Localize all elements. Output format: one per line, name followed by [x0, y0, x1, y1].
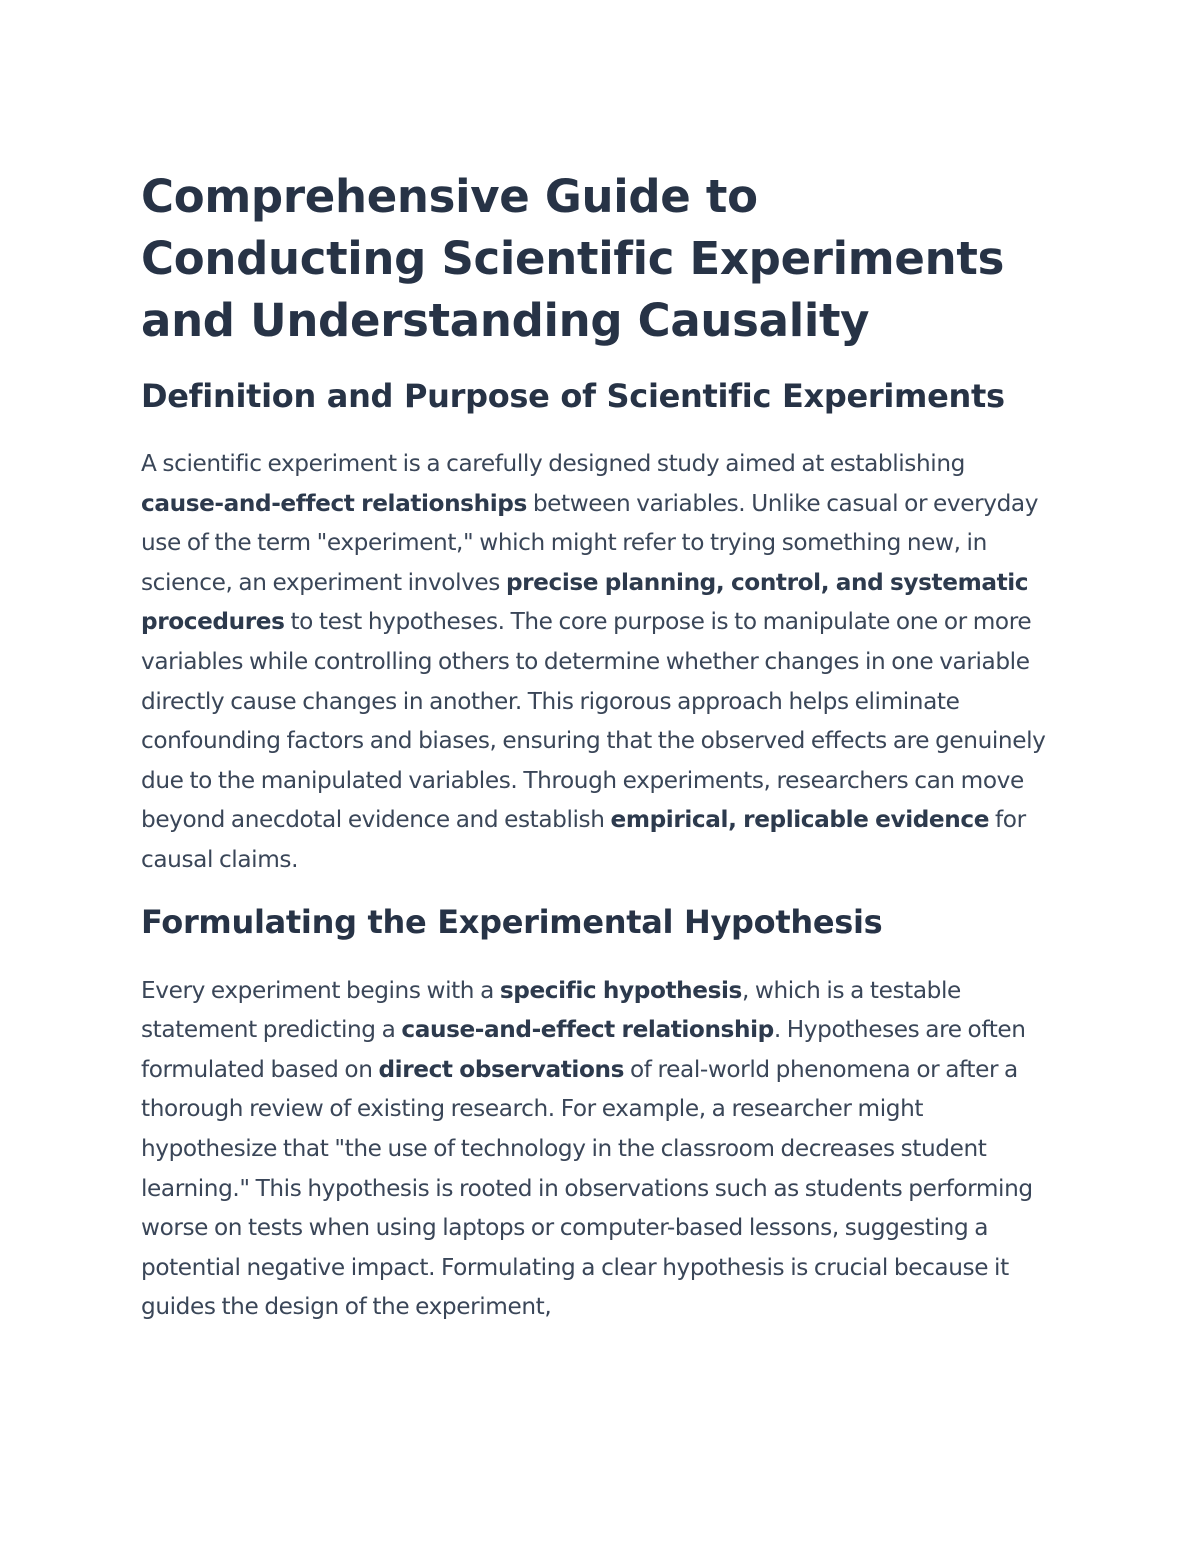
paragraph-text: of real-world phenomena or after a thorough review of existing research. For example, a researcher might hypothesize that "the use of technology in the classroom decreases student learning." This hypothesis is rooted in observations such as students performing worse on tests when using laptops or computer-based lessons, suggesting a potential negative impact. Formulating a clear hypothesis is crucial because it guides the design of the experiment,: [141, 1055, 1033, 1321]
paragraph-text: to test hypotheses. The core purpose is to manipulate one or more variables while controlling others to determine whether changes in one variable directly cause changes in another. This rigorous approach helps eliminate confounding factors and biases, ensuring that the observed effects are genuinely due to the manipulated variables. Through experiments, researchers can move beyond anecdotal evidence and establish: [141, 608, 1046, 834]
document-page: [141, 166, 1053, 1327]
paragraph-text: , which is a testable statement predicting a: [141, 976, 961, 1044]
paragraph-text: for causal claims.: [141, 806, 1026, 873]
section-paragraph-definition: [141, 444, 1053, 880]
document-title: Comprehensive Guide to Conducting Scientific Experiments and Understanding Causality: [141, 170, 1005, 347]
paragraph-text: A scientific experiment is a carefully designed study aimed at establishing: [141, 450, 965, 477]
bold-phrase: cause-and-effect relationship: [401, 1016, 774, 1044]
bold-phrase: specific hypothesis: [499, 976, 742, 1004]
paragraph-text: between variables. Unlike casual or everyday use of the term "experiment," which might refer to trying something new, in science, an experiment involves: [141, 489, 1039, 596]
bold-phrase: empirical, replicable evidence: [610, 806, 990, 834]
paragraph-text: Every experiment begins with a: [141, 976, 500, 1004]
bold-phrase: cause-and-effect relationships: [141, 489, 527, 517]
section-heading-hypothesis: Formulating the Experimental Hypothesis: [141, 902, 883, 941]
section-paragraph-hypothesis: [141, 971, 1053, 1327]
paragraph-text: . Hypotheses are often formulated based on: [141, 1016, 1026, 1083]
bold-phrase: precise planning, control, and systematic procedures: [141, 568, 1029, 636]
bold-phrase: direct observations: [378, 1055, 625, 1083]
section-heading-definition: Definition and Purpose of Scientific Experiments: [141, 377, 1005, 415]
